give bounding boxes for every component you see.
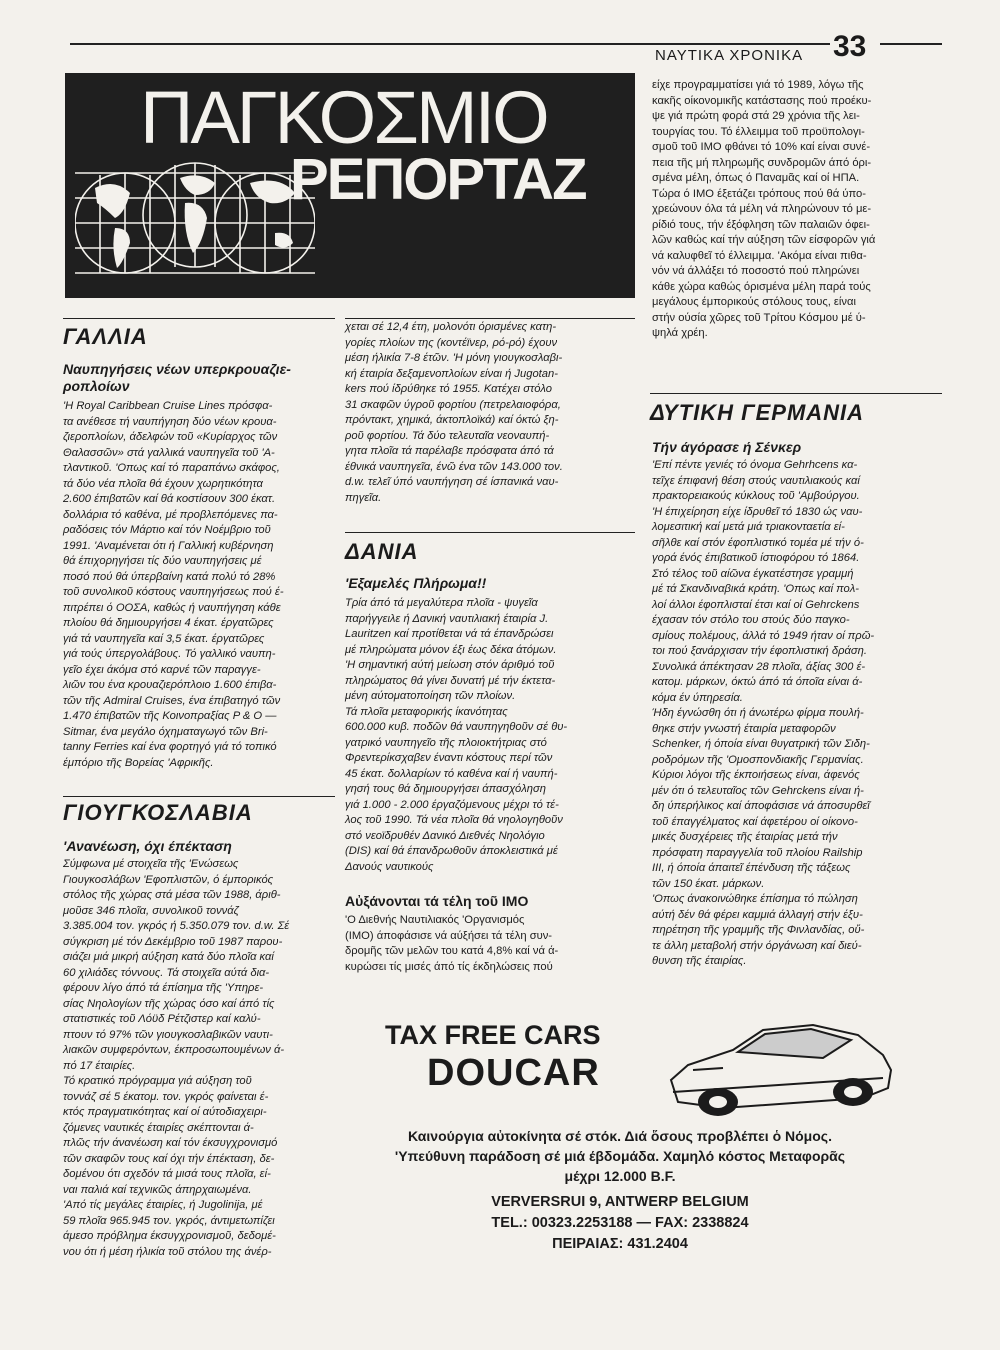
ad-brand: DOUCAR xyxy=(427,1052,600,1094)
banner xyxy=(65,73,635,298)
section-rule xyxy=(345,532,635,533)
ad-title: TAX FREE CARS xyxy=(385,1020,601,1050)
banner-title-line2: ΡΕΠΟΡΤΑΖ xyxy=(290,147,586,212)
section-rule xyxy=(63,796,335,797)
header-rule-right xyxy=(880,43,942,45)
ad-text-line1: Καινούργια αὐτοκίνητα σέ στόκ. Διά ὅσους προβλέπει ὁ Νόμος. xyxy=(408,1128,832,1144)
article-yugoslavia-continued: χεται σέ 12,4 έτη, μολονότι όρισμένες κατη- γορίες πλοίων της (κοντέϊνερ, ρό-ρό) έχουν μέση ήλικία 7-8 έτῶν. 'Η μόνη γιουγκοσλαβι- κή έταιρία δεξαμενοπλοίων είναι ή Jugotan- kers πού ίδρύθηκε τό 1955. Κατέχει στόλο 31 σκαφῶν ύγροῦ φορτίου (πετρελαιοφόρα, πρόντακτ, χημικά, άκτοπλοϊκά) καί όκτώ ξη- ροῦ φορτίου. Τά δύο τελευταῖα νεοναυπή- γητα πλοῖα τά παρέλαβε πρόσφατα άπό τά έθνικά ναυπηγεῖα, ένῶ ένα τῶν 143.000 τον. d.w. τελεῖ ύπό ναυπήγηση σέ ίσπανικά ναυ- πηγεῖα. xyxy=(345,321,563,504)
section-rule xyxy=(63,318,335,319)
subheading-gallia: Ναυπηγήσεις νέων υπερκρουαζιε- ρoπλοίων xyxy=(63,361,291,394)
subheading-dania: 'Εξαμελές Πλήρωμα!! xyxy=(345,575,487,591)
article-dania: Τρία άπό τά μεγαλύτερα πλοῖα - ψυγεῖα παρήγγειλε ή Δανική ναυτιλιακή έταιρία J. Lauritzen καί προτίθεται νά τά έπανδρώσει μέ πληρώματα μόνον έξι έως δέκα άτόμων. 'Η σημαντική αύτή μείωση στόν άριθμό τοῦ πληρώματος θά γίνει δυνατή μέ τήν έκτετα- μένη αύτοματοποίηση τῶν πλοίων. Τά πλοῖα μεταφορικής ίκανότητας 600.000 κυβ. ποδῶν θά ναυπηγηθοῦν σέ θυ- γατρικό ναυπηγεῖο τῆς πλοιοκτήτριας στό Φρεντερίκσχαβεν έναντι κόστους περί τῶν 45 έκατ. δολλαρίων τό καθένα καί ή ναυπή- γησή τους θά δημιουργήσει άπασχόληση γιά 1.000 - 2.000 έργαζόμενους μέχρι τό τέ- λος τοῦ 1990. Τά νέα πλοῖα θά νηολογηθοῦν στό νεοϊδρυθέν Δανικό Διεθνές Νηολόγιο (DIS) καί θά έπανδρωθοῦν άποκλειστικά μέ Δανούς ναυτικούς xyxy=(345,597,568,873)
article-gallia: 'Η Royal Caribbean Cruise Lines πρόσφα- τα ανέθεσε τή ναυπήγηση δύο νέων κρουα- ζιεροπλοίων, άδελφών τοῦ «Κυρίαρχος τῶν Θαλασσῶν» στά γαλλικά ναυπηγεῖα τοῦ 'Α- τλαντικοῦ. 'Οπως καί τό παραπάνω σκάφος, τά δύο νέα πλοῖα θά έχουν χωρητικότητα 2.600 έπιβατῶν καί θά κοστίσουν 300 έκατ. δολλάρια τό καθένα, μέ προβλεπόμενες πα- ραδόσεις τόν Μάρτιο καί τόν Νοέμβριο τοῦ 1991. 'Αναμένεται ότι ή Γαλλική κυβέρνηση θά έπιχορηγήσει τίς δύο ναυπηγήσεις μέ ποσό πού θά ύπερβαίνη κατά πολύ τό 28% τοῦ συνολικοῦ κόστους ναυπηγήσεως πού έ- πιτρέπει ό ΟΟΣΑ, καθώς ή ναυπήγηση κάθε πλοίου θά δημιουργήσει 4 έκατ. έργατῶρες γιά τά ναυπηγεῖα καί 3,5 έκατ. έργατῶρες γιά τούς ύπεργολάβους. Τό γαλλικό ναυπη- γεῖο έχει άκόμα στό καρνέ τῶν παραγγε- λιῶν του ένα κρουαζιερόπλοιο 1.600 έπιβα- τῶν τῆς Admiral Cruises, ένα έπιβατηγό τῶν 1.470 έπιβατῶν τῆς Κοινοπραξίας P & O — Sitmar, ένα μεγάλο όχηματαγωγό τῶν Bri- tanny Ferries καί ένα φορτηγό γιά τό τοπικό έμπόριο τῆς Βορείας 'Αφρικῆς. xyxy=(63,400,284,769)
section-rule xyxy=(650,393,942,394)
ad-address: VERVERSRUI 9, ANTWERP BELGIUM xyxy=(491,1194,749,1210)
subheading-imo: Αὐξάνονται τά τέλη τοῦ IMO xyxy=(345,893,529,909)
ad-piraeus-phone: ΠΕΙΡΑΙΑΣ: 431.2404 xyxy=(552,1236,688,1252)
section-heading-gallia: ΓΑΛΛΙΑ xyxy=(63,324,148,349)
header-rule-left xyxy=(70,43,830,45)
section-heading-dania: ΔΑΝΙΑ xyxy=(345,539,419,564)
banner-title-line1: ΠΑΓΚΟΣΜΙΟ xyxy=(140,76,547,159)
section-rule xyxy=(345,318,635,319)
ad-text-line3: μέχρι 12.000 B.F. xyxy=(564,1168,676,1184)
article-imo-continued: είχε προγραμματίσει γιά τό 1989, λόγω τῆς κακῆς οίκονομικῆς κατάστασης πού προέκυ- ψε γιά πρώτη φορά στά 29 χρόνια τῆς λει- τουργίας του. Τό έλλειμμα τοῦ προϋπολογι- σμοῦ τοῦ IMO φθάνει τό 10% καί είναι συνέ- πεια τῆς μή πληρωμῆς συνδρομῶν άπό όρι- σμένα μέλη, όπως ό Παναμᾶς καί οί ΗΠΑ. Τώρα ό IMO έξετάζει τρόπους πού θά ύπο- χρεώνουν όλα τά μέλη νά πληρώνουν τό με- ρίδιό τους, τήν έξόφληση τῶν παλαιῶν όφει- λῶν καθώς καί τήν αύξηση τῶν είσφορῶν γιά νά καλυφθεῖ τό έλλειμμα. 'Ακόμα είναι πιθα- νόν νά άλλάξει τό ποσοστό πού πληρώνει κάθε χώρα καθώς όρισμένα μέλη παρά τούς μεγάλους έμπορικούς στόλους τους, είναι στήν ούσία χῶρες τοῦ Τρίτου Κόσμου μέ ύ- ψηλά χρέη. xyxy=(652,79,876,339)
article-imo: 'Ο Διεθνής Ναυτιλιακός 'Οργανισμός (IMO) άποφάσισε νά αύξήσει τά τέλη συν- δρομῆς τῶν μελῶν του κατά 4,8% καί νά ά- κυρώσει τίς μισές άπό τίς έκδηλώσεις πού xyxy=(345,914,559,973)
section-heading-yugoslavia: ΓΙΟΥΓΚΟΣΛΑΒΙΑ xyxy=(63,800,253,825)
subheading-west-germany: Τήν άγόρασε ή Σένκερ xyxy=(652,439,802,455)
car-illustration-icon xyxy=(663,1010,898,1125)
page-number: 33 xyxy=(833,30,867,63)
ad-phone: TEL.: 00323.2253188 — FAX: 2338824 xyxy=(491,1215,749,1231)
advertisement xyxy=(345,990,895,1268)
section-heading-west-germany: ΔΥΤΙΚΗ ΓΕΡΜΑΝΙΑ xyxy=(650,400,865,425)
subheading-yugoslavia: 'Ανανέωση, όχι έπέκταση xyxy=(63,838,232,854)
ad-text-line2: 'Υπεύθυνη παράδοση σέ μιά έβδομάδα. Χαμηλό κόστος Μεταφορᾶς xyxy=(394,1148,846,1164)
publication-title: ΝΑΥΤΙΚΑ ΧΡΟΝΙΚΑ xyxy=(655,47,804,64)
article-yugoslavia: Σύμφωνα μέ στοιχεῖα τῆς 'Ενώσεως Γιουγκοσλάβων 'Εφοπλιστῶν, ό έμπορικός στόλος τῆς χώρας στά μέσα τῶν 1988, άριθ- μοῦσε 346 πλοῖα, συνολικοῦ τοννάζ 3.385.004 τον. γκρός ή 5.350.079 τον. d.w. Σέ σύγκριση μέ τόν Δεκέμβριο τοῦ 1987 παρου- σιάζει μιά μικρή αύξηση κατά δύο πλοῖα καί 60 χιλιάδες τόννους. Τά στοιχεῖα αύτά δια- φέρουν λίγο άπό τά έπίσημα τῆς 'Υπηρε- σίας Νηολογίων τῆς χώρας όσο καί άπό τίς στατιστικές τοῦ Λόϋδ Ρέτζιστερ καί καλύ- πτουν τό 97% τῶν γιουγκοσλαβικῶν ναυτι- λιακῶν συμφερόντων, έκπροσωπουμένων ά- πό 17 έταιρίες. Τό κρατικό πρόγραμμα γιά αύξηση τοῦ τοννάζ σέ 5 έκατομ. τον. γκρός φαίνεται έ- κτός πραγματικότητας καί οί αύτοδιαχειρι- ζόμενες ναυτικές έταιρίες σκέπτονται ά- πλῶς τήν άνανέωση καί τόν έκσυγχρονισμό τῶν σκαφῶν τους καί όχι τήν έπέκταση, δε- δομένου ότι σχεδόν τά μισά τους πλοῖα, εί- ναι παλιά καί τεχνικῶς άπηρχαιωμένα. 'Από τίς μεγάλες έταιρίες, ή Jugolinija, μέ 59 πλοῖα 965.945 τον. γκρός, άντιμετωπίζει άμεσο πρόβλημα έκσυγχρονισμοῦ, δεδομέ- νου ότι ή μέση ήλικία τοῦ στόλου της άνέρ- xyxy=(63,858,290,1258)
article-west-germany: 'Επί πέντε γενιές τό όνομα Gehrhcens κα- τεῖχε έπιφανή θέση στούς ναυτιλιακούς καί πρακτορειακούς κύκλους τοῦ 'Αμβούργου. 'Η έπιχείρηση είχε ίδρυθεῖ τό 1830 ώς ναυ- λομεσιτική καί μετά μιά τριακονταετία εί- σῆλθε καί στόν έφοπλιστικό τομέα μέ τήν ό- γορά ένός έπιβατικοῦ ίστιοφόρου τό 1864. Στό τέλος τοῦ αίῶνα έγκατέστησε γραμμή μέ τά Σκανδιναβικά κράτη. 'Οπως καί πολ- λοί άλλοι έφοπλισταί έτσι καί οί Gehrckens έχασαν τόν στόλο του στούς δύο παγκο- σμίους πολέμους, άλλά τό 1949 ήταν οί πρῶ- τοι πού ξανάρχισαν τήν έφοπλιστική δράση. Συνολικά άπέκτησαν 28 πλοῖα, άξίας 300 έ- κατομ. μάρκων, όκτώ άπό τά όποῖα είναι ά- κόμα έν ύπηρεσία. Ήδη έγνώσθη ότι ή άνωτέρω φίρμα πουλή- θηκε στήν γνωστή έταιρία μεταφορῶν Schenker, ή όποία είναι θυγατρική τῶν Σιδη- ροδρόμων τῆς 'Ομοσπονδιακῆς Γερμανίας. Κύριοι λόγοι τῆς έκποιήσεως είναι, άφενός μέν ότι ό τελευταῖος τῶν Gehrckens είναι ή- δη ύπερήλικος καί άποφάσισε νά άποσυρθεῖ τοῦ έπαγγέλματος καί άφετέρου οί οίκονο- μικές δυσχέρειες τῆς έταιρίας μετά τήν πρόσφατη παραγγελία τοῦ πλοίου Railship III, ή όποία άπαιτεῖ έπένδυση τῆς τάξεως τῶν 150 έκατ. μάρκων. 'Οπως άνακοινώθηκε έπίσημα τό πώληση αύτή δέν θά φέρει καμμιά άλλαγή στήν έξυ- πηρέτηση τῆς γραμμῆς τῆς Φινλανδίας, οὔ- τε άλλη μεταβολή στήν όργάνωση καί διεύ- θυνση τῆς έταιρίας. xyxy=(652,459,875,967)
